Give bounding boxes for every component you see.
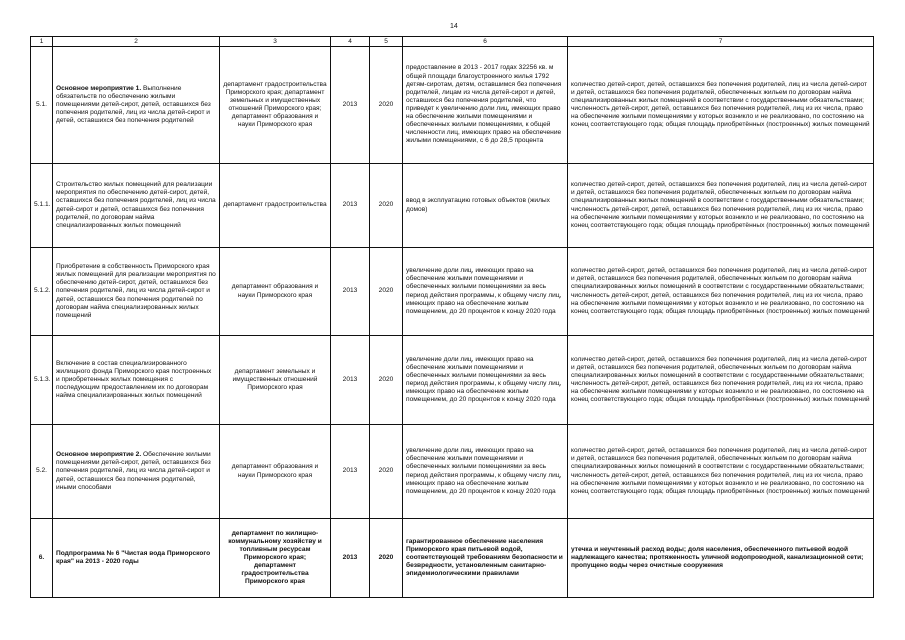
start-year: 2013 (331, 519, 370, 598)
row-number: 5.1.1. (31, 164, 53, 248)
measure-title: Основное мероприятие 2. (56, 451, 142, 459)
start-year: 2013 (331, 425, 370, 519)
executor: департамент образования и науки Приморского края (220, 248, 331, 336)
measure-name (53, 164, 220, 248)
start-year: 2013 (331, 248, 370, 336)
executor: департамент земельных и имущественных отношений Приморского края (220, 336, 331, 425)
start-year: 2013 (331, 47, 370, 164)
end-year: 2020 (370, 47, 403, 164)
indicators: количество детей-сирот, детей, оставшихся без попечения родителей, лиц из числа детей-сирот и детей, оставшихся без попечения родителей, обеспеченных жильем по договорам найма специализированных жилых помещений в соответствии с государственными обязательствами; численность детей-сирот, детей, оставшихся без попечения родителей, лиц из их числа, право на обеспечение жилыми помещениями у которых возникло и не реализовано, по состоянию на конец соответствующего года; общая площадь приобретённых (построенных) жилых помещений (568, 164, 874, 248)
expected-result: предоставление в 2013 - 2017 годах 32256 кв. м общей площади благоустроенного жилья 1792 детям-сиротам, детям, оставшимся без попечения родителей, лицам из числа детей-сирот и детей, оставшихся без попечения родителей, что приведет к увеличению доли лиц, имеющих право на обеспечение жилыми помещениями и обеспеченных жилыми помещениями, к общей численности лиц, имеющих право на обеспечение жилыми помещениями, с 6 до 28,5 процента (403, 47, 568, 164)
start-year: 2013 (331, 336, 370, 425)
measure-description: Строительство жилых помещений для реализации мероприятия по обеспечению детей-сирот, детей, оставшихся без попечения родителей, лиц из числа детей-сирот и детей, оставшихся без попечения родителей, по договорам найма специализированных жилых помещений (56, 181, 216, 229)
header-cell: 2 (53, 37, 220, 47)
indicators: утечка и неучтенный расход воды; доля населения, обеспеченного питьевой водой надлежащего качества; протяженность уличной водопроводной, канализационной сети; пропущено воды через очистные сооружения (568, 519, 874, 598)
executor: департамент образования и науки Приморского края (220, 425, 331, 519)
expected-result: увеличение доли лиц, имеющих право на обеспечение жилыми помещениями и обеспеченных жилыми помещениями за весь период действия программы, к общему числу лиц, имеющих право на обеспечение жилым помещением, до 20 процентов к концу 2020 года (403, 248, 568, 336)
measure-description: Обеспечение жилыми помещениями детей-сирот, детей, оставшихся без попечения родителей, лиц из числа детей-сирот и детей, оставшихся без попечения родителей, иными способами (56, 451, 211, 491)
indicators: количество детей-сирот, детей, оставшихся без попечения родителей, лиц из числа детей-сирот и детей, оставшихся без попечения родителей, обеспеченных жильем по договорам найма специализированных жилых помещений в соответствии с государственными обязательствами; численность детей-сирот, детей, оставшихся без попечения родителей, лиц из их числа, право на обеспечение жилыми помещениями у которых возникло и не реализовано, по состоянию на конец соответствующего года; общая площадь приобретённых (построенных) жилых помещений (568, 248, 874, 336)
expected-result: увеличение доли лиц, имеющих право на обеспечение жилыми помещениями и обеспеченных жилыми помещениями за весь период действия программы, к общему числу лиц, имеющих право на обеспечение жилым помещением, до 20 процентов к концу 2020 года (403, 336, 568, 425)
end-year: 2020 (370, 164, 403, 248)
page-number: 14 (450, 23, 458, 30)
indicators: количество детей-сирот, детей, оставшихся без попечения родителей, лиц из числа детей-сирот и детей, оставшихся без попечения родителей, обеспеченных жильем по договорам найма специализированных жилых помещений в соответствии с государственными обязательствами; численность детей-сирот, детей, оставшихся без попечения родителей, лиц из их числа, право на обеспечение жилыми помещениями у которых возникло и не реализовано, по состоянию на конец соответствующего года; общая площадь приобретённых (построенных) жилых помещений (568, 336, 874, 425)
header-cell: 1 (31, 37, 53, 47)
table-row (31, 47, 874, 164)
table-row (31, 336, 874, 425)
measure-description: Выполнение обязательств по обеспечению жилыми помещениями детей-сирот, детей, оставшихся без попечения родителей, лиц из числа детей-сирот и детей, оставшихся без попечения родителей (56, 84, 211, 125)
executor: департамент по жилищно-коммунальному хозяйству и топливным ресурсам Приморского края; департамент градостроительства Приморского края (220, 519, 331, 598)
header-cell: 4 (331, 37, 370, 47)
expected-result: гарантированное обеспечение населения Приморского края питьевой водой, соответствующей требованиям безопасности и безвредности, установленным санитарно-эпидемиологическими правилами (403, 519, 568, 598)
row-number: 6. (31, 519, 53, 598)
start-year: 2013 (331, 164, 370, 248)
row-number: 5.1.2. (31, 248, 53, 336)
header-cell: 3 (220, 37, 331, 47)
measure-name (53, 248, 220, 336)
end-year: 2020 (370, 519, 403, 598)
table-row (31, 164, 874, 248)
measure-name (53, 519, 220, 598)
table-row (31, 425, 874, 519)
measure-title: Основное мероприятие 1. (56, 84, 142, 92)
measure-description: Включение в состав специализированного жилищного фонда Приморского края построенных и приобретенных жилых помещения с последующим предоставлением их по договорам найма специализированных жилых помещений (56, 359, 212, 400)
executor: департамент градостроительства (220, 164, 331, 248)
expected-result: увеличение доли лиц, имеющих право на обеспечение жилыми помещениями и обеспеченных жилыми помещениями за весь период действия программы, к общему числу лиц, имеющих право на обеспечение жилым помещением, до 20 процентов к концу 2020 года (403, 425, 568, 519)
executor: департамент градостроительства Приморского края; департамент земельных и имущественных отношений Приморского края; департамент образования и науки Приморского края (220, 47, 331, 164)
measure-name (53, 425, 220, 519)
measure-name (53, 336, 220, 425)
header-cell: 7 (568, 37, 874, 47)
end-year: 2020 (370, 248, 403, 336)
measure-description: Приобретение в собственность Приморского края жилых помещений для реализации мероприятия по обеспечению детей-сирот, детей, оставшихся без попечения родителей, лиц из числа детей-сирот и детей, оставшихся без попечения родителей по договорам найма специализированных жилых помещений (56, 263, 216, 319)
indicators: количество детей-сирот, детей, оставшихся без попечения родителей, лиц из числа детей-сирот и детей, оставшихся без попечения родителей, обеспеченных жильем по договорам найма специализированных жилых помещений в соответствии с государственными обязательствами; численность детей-сирот, детей, оставшихся без попечения родителей, лиц из их числа, право на обеспечение жилыми помещениями у которых возникло и не реализовано, по состоянию на конец соответствующего года; общая площадь приобретённых (построенных) жилых помещений (568, 47, 874, 164)
expected-result: ввод в эксплуатацию готовых объектов (жилых домов) (403, 164, 568, 248)
program-table (30, 36, 874, 598)
indicators: количество детей-сирот, детей, оставшихся без попечения родителей, лиц из числа детей-сирот и детей, оставшихся без попечения родителей, обеспеченных жильем по договорам найма специализированных жилых помещений в соответствии с государственными обязательствами; численность детей-сирот, детей, оставшихся без попечения родителей, лиц из их числа, право на обеспечение жилыми помещениями у которых возникло и не реализовано, по состоянию на конец соответствующего года; общая площадь приобретённых (построенных) жилых помещений (568, 425, 874, 519)
header-cell: 5 (370, 37, 403, 47)
table-row (31, 248, 874, 336)
end-year: 2020 (370, 425, 403, 519)
row-number: 5.1.3. (31, 336, 53, 425)
header-row (31, 37, 874, 47)
measure-name (53, 47, 220, 164)
table-row (31, 519, 874, 598)
row-number: 5.2. (31, 425, 53, 519)
header-cell: 6 (403, 37, 568, 47)
end-year: 2020 (370, 336, 403, 425)
measure-title: Подпрограмма № 6 "Чистая вода Приморского края" на 2013 - 2020 годы (56, 549, 211, 565)
row-number: 5.1. (31, 47, 53, 164)
